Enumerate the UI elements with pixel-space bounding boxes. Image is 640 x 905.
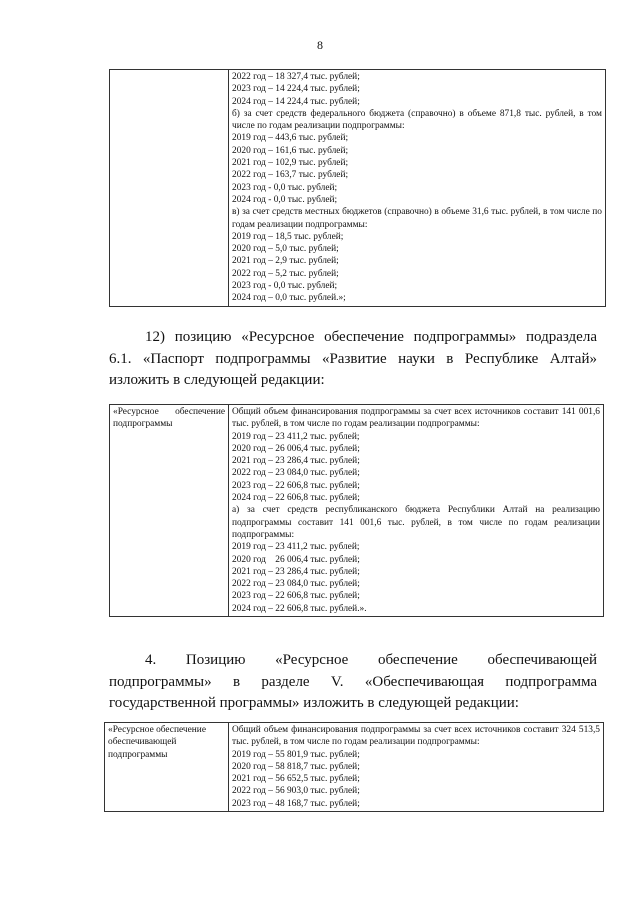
local-budget-text: в) за счет средств местных бюджетов (справочно) в объеме 31,6 тыс. рублей, в том числе по годам реализации подпрограммы: xyxy=(232,207,602,230)
paragraph-4 xyxy=(109,650,597,715)
year-line: 2023 год – 14 224,4 тыс. рублей; xyxy=(232,84,360,95)
year-line: 2022 год – 163,7 тыс. рублей; xyxy=(232,170,349,181)
year-line: 2024 год – 0,0 тыс. рублей.»; xyxy=(232,293,346,304)
year-line: 2024 год - 0,0 тыс. рублей; xyxy=(232,194,338,205)
year-line: 2023 год – 22 606,8 тыс. рублей; xyxy=(232,591,360,602)
republic-budget-text: а) за счет средств республиканского бюджета Республики Алтай на реализацию подпрограммы составит 141 001,6 тыс. рублей, в том числе по годам реализации подпрограммы: xyxy=(232,505,600,540)
paragraph-line: 4. Позицию «Ресурсное обеспечение обеспечивающей xyxy=(145,652,597,668)
content-cell xyxy=(229,405,604,617)
year-line: 2021 год – 2,9 тыс. рублей; xyxy=(232,256,339,267)
paragraph-line: государственной программы» изложить в следующей редакции: xyxy=(109,695,519,711)
year-line: 2022 год – 56 903,0 тыс. рублей; xyxy=(232,786,360,797)
year-line: 2019 год – 18,5 тыс. рублей; xyxy=(232,231,344,242)
year-line: 2024 год – 22 606,8 тыс. рублей.». xyxy=(232,603,367,614)
total-financing-text: Общий объем финансирования подпрограммы за счет всех источников составит 324 513,5 тыс. рублей, в том числе по годам реализации подпрограммы: xyxy=(232,725,600,748)
year-line: 2021 год – 56 652,5 тыс. рублей; xyxy=(232,774,360,785)
year-line: 2020 год – 58 818,7 тыс. рублей; xyxy=(232,761,360,772)
year-line: 2023 год – 48 168,7 тыс. рублей; xyxy=(232,798,360,809)
year-line: 2019 год – 23 411,2 тыс. рублей; xyxy=(232,431,360,442)
table-support-subprogram xyxy=(104,722,604,812)
content-cell xyxy=(229,723,604,812)
paragraph-line: 12) позицию «Ресурсное обеспечение подпрограммы» подраздела xyxy=(145,329,597,345)
year-line: 2022 год – 18 327,4 тыс. рублей; xyxy=(232,72,360,82)
year-line: 2023 год - 0,0 тыс. рублей; xyxy=(232,281,338,292)
year-line: 2021 год – 23 286,4 тыс. рублей; xyxy=(232,566,360,577)
year-line: 2022 год – 5,2 тыс. рублей; xyxy=(232,268,339,279)
label-cell-empty xyxy=(110,70,229,307)
paragraph-line: 6.1. «Паспорт подпрограммы «Развитие науки в Республике Алтай» xyxy=(109,350,597,367)
year-line: 2019 год – 23 411,2 тыс. рублей; xyxy=(232,542,360,553)
label-cell: «Ресурсное обеспечение обеспечивающей подпрограммы xyxy=(105,723,229,812)
year-line: 2022 год – 23 084,0 тыс. рублей; xyxy=(232,579,360,590)
label-cell: «Ресурсное обеспечение подпрограммы xyxy=(110,405,229,617)
year-line: 2019 год – 443,6 тыс. рублей; xyxy=(232,133,349,144)
federal-budget-text: б) за счет средств федерального бюджета (справочно) в объеме 871,8 тыс. рублей, в том числе по годам реализации подпрограммы: xyxy=(232,108,602,132)
page-number: 8 xyxy=(317,38,323,52)
paragraph-12 xyxy=(109,327,597,392)
paragraph-line: изложить в следующей редакции: xyxy=(109,372,325,388)
year-line: 2020 год – 161,6 тыс. рублей; xyxy=(232,145,349,156)
year-line: 2023 год – 22 606,8 тыс. рублей; xyxy=(232,480,360,491)
table-science-subprogram xyxy=(109,404,604,617)
year-line: 2020 год – 26 006,4 тыс. рублей; xyxy=(232,443,360,454)
year-line: 2023 год - 0,0 тыс. рублей; xyxy=(232,182,338,193)
year-line: 2020 год 26 006,4 тыс. рублей; xyxy=(232,554,360,565)
year-line: 2021 год – 23 286,4 тыс. рублей; xyxy=(232,456,360,467)
year-line: 2021 год – 102,9 тыс. рублей; xyxy=(232,158,349,169)
content-cell xyxy=(229,70,606,307)
total-financing-text: Общий объем финансирования подпрограммы за счет всех источников составит 141 001,6 тыс. рублей, в том числе по годам реализации подпрограммы: xyxy=(232,407,600,430)
year-line: 2022 год – 23 084,0 тыс. рублей; xyxy=(232,468,360,479)
year-line: 2019 год – 55 801,9 тыс. рублей; xyxy=(232,749,360,760)
year-line: 2024 год – 22 606,8 тыс. рублей; xyxy=(232,493,360,504)
year-line: 2020 год – 5,0 тыс. рублей; xyxy=(232,244,339,255)
paragraph-line: подпрограммы» в разделе V. «Обеспечивающая подпрограмма xyxy=(109,673,597,690)
year-line: 2024 год – 14 224,4 тыс. рублей; xyxy=(232,96,360,107)
table-continuation xyxy=(109,69,606,307)
